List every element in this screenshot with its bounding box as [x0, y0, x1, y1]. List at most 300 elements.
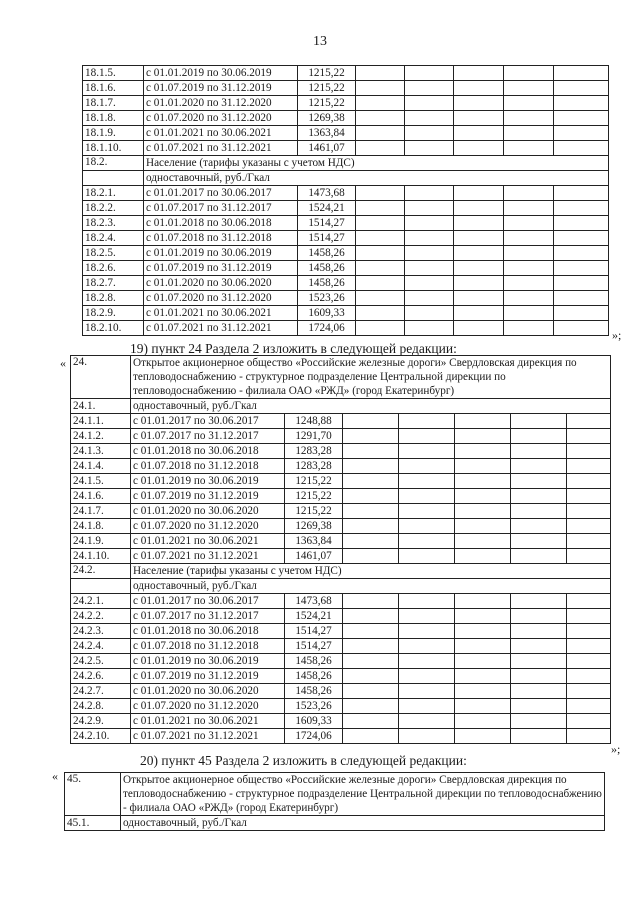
tariff-value: 1458,26 — [285, 654, 343, 669]
amendment-heading-20: 20) пункт 45 Раздела 2 изложить в следующей редакции: — [140, 753, 467, 768]
empty-cell — [567, 474, 611, 489]
empty-cell — [343, 729, 399, 744]
empty-cell — [399, 474, 455, 489]
empty-cell — [399, 654, 455, 669]
tariff-value: 1514,27 — [285, 639, 343, 654]
period-cell: с 01.07.2018 по 31.12.2018 — [131, 459, 285, 474]
row-number: 18.2. — [83, 156, 144, 171]
empty-cell — [399, 639, 455, 654]
empty-cell — [554, 141, 609, 156]
table-row — [83, 216, 609, 231]
empty-cell — [554, 246, 609, 261]
row-number: 18.2.1. — [83, 186, 144, 201]
empty-cell — [554, 201, 609, 216]
empty-cell — [454, 231, 504, 246]
empty-cell — [454, 291, 504, 306]
row-number: 18.2.5. — [83, 246, 144, 261]
empty-cell — [356, 186, 405, 201]
table-row — [83, 111, 609, 126]
empty-cell — [504, 201, 554, 216]
empty-cell — [454, 201, 504, 216]
empty-cell — [405, 246, 454, 261]
empty-cell — [567, 534, 611, 549]
empty-cell — [405, 126, 454, 141]
empty-cell — [343, 714, 399, 729]
empty-cell — [567, 714, 611, 729]
empty-cell — [511, 654, 567, 669]
table-row — [83, 141, 609, 156]
empty-cell — [504, 261, 554, 276]
empty-cell — [455, 594, 511, 609]
empty-cell — [511, 714, 567, 729]
table-row — [71, 519, 611, 534]
tariff-value: 1523,26 — [298, 291, 356, 306]
tariff-value: 1524,21 — [298, 201, 356, 216]
empty-cell — [455, 429, 511, 444]
tariff-value: 1523,26 — [285, 699, 343, 714]
empty-cell — [455, 459, 511, 474]
rows-24-2 — [71, 594, 611, 744]
empty-cell — [455, 684, 511, 699]
empty-cell — [455, 504, 511, 519]
empty-cell — [454, 276, 504, 291]
period-cell: с 01.01.2020 по 30.06.2020 — [131, 684, 285, 699]
tariff-value: 1458,26 — [285, 669, 343, 684]
tariff-value: 1363,84 — [285, 534, 343, 549]
empty-cell — [405, 96, 454, 111]
empty-cell — [399, 549, 455, 564]
empty-cell — [567, 699, 611, 714]
empty-cell — [554, 66, 609, 81]
empty-cell — [554, 276, 609, 291]
empty-cell — [511, 669, 567, 684]
empty-cell — [356, 111, 405, 126]
table-row — [71, 429, 611, 444]
empty-cell — [455, 474, 511, 489]
row-number: 24.1.2. — [71, 429, 131, 444]
empty-cell — [554, 216, 609, 231]
empty-cell — [455, 714, 511, 729]
empty-cell — [554, 81, 609, 96]
empty-cell — [405, 111, 454, 126]
empty-cell — [455, 639, 511, 654]
empty-cell — [343, 684, 399, 699]
row-number: 18.1.7. — [83, 96, 144, 111]
empty-cell — [511, 474, 567, 489]
period-cell: с 01.07.2017 по 31.12.2017 — [131, 429, 285, 444]
empty-cell — [504, 111, 554, 126]
empty-cell — [554, 231, 609, 246]
tariff-value: 1215,22 — [285, 474, 343, 489]
empty-cell — [356, 126, 405, 141]
table-row — [83, 186, 609, 201]
tariff-value: 1458,26 — [298, 261, 356, 276]
table-row — [71, 654, 611, 669]
tariff-value: 1291,70 — [285, 429, 343, 444]
unit-label: одноставочный, руб./Гкал — [131, 579, 611, 594]
empty-cell — [356, 321, 405, 336]
tariff-value: 1609,33 — [285, 714, 343, 729]
empty-cell — [343, 624, 399, 639]
empty-cell — [511, 594, 567, 609]
empty-cell — [454, 261, 504, 276]
empty-cell — [356, 141, 405, 156]
empty-cell — [554, 126, 609, 141]
tariff-value: 1514,27 — [298, 216, 356, 231]
empty-cell — [399, 504, 455, 519]
empty-cell — [405, 321, 454, 336]
empty-cell — [504, 81, 554, 96]
period-cell: с 01.01.2018 по 30.06.2018 — [144, 216, 298, 231]
empty-cell — [567, 609, 611, 624]
page-number: 13 — [313, 34, 327, 49]
row-number: 24.2.6. — [71, 669, 131, 684]
empty-cell — [455, 699, 511, 714]
table-row — [71, 474, 611, 489]
period-cell: с 01.07.2017 по 31.12.2017 — [144, 201, 298, 216]
empty-cell — [567, 519, 611, 534]
row-number: 18.1.8. — [83, 111, 144, 126]
tariff-value: 1269,38 — [298, 111, 356, 126]
empty-cell — [511, 534, 567, 549]
tariff-value: 1458,26 — [285, 684, 343, 699]
empty-cell — [405, 81, 454, 96]
tariff-value: 1724,06 — [298, 321, 356, 336]
empty-cell — [567, 489, 611, 504]
tariff-value: 1215,22 — [298, 96, 356, 111]
tariff-value: 1609,33 — [298, 306, 356, 321]
row-number: 18.1.10. — [83, 141, 144, 156]
period-cell: с 01.01.2017 по 30.06.2017 — [131, 414, 285, 429]
row-number: 24. — [71, 356, 131, 399]
row-number: 24.1.8. — [71, 519, 131, 534]
period-cell: с 01.07.2021 по 31.12.2021 — [144, 141, 298, 156]
tariff-table-45 — [64, 772, 605, 831]
empty-cell — [405, 291, 454, 306]
empty-cell — [455, 489, 511, 504]
table-row — [71, 444, 611, 459]
tariff-table-18 — [82, 65, 609, 336]
row-number: 24.1.7. — [71, 504, 131, 519]
empty-cell — [554, 186, 609, 201]
empty-cell — [567, 429, 611, 444]
opening-quote: « — [60, 356, 66, 370]
empty-cell — [567, 504, 611, 519]
row-number: 18.2.6. — [83, 261, 144, 276]
tariff-value: 1524,21 — [285, 609, 343, 624]
section-18-2-header — [83, 156, 609, 186]
period-cell: с 01.07.2019 по 31.12.2019 — [131, 669, 285, 684]
empty-cell — [356, 306, 405, 321]
empty-cell — [454, 126, 504, 141]
empty-cell — [399, 489, 455, 504]
period-cell: с 01.01.2019 по 30.06.2019 — [131, 474, 285, 489]
empty-cell — [504, 96, 554, 111]
empty-cell — [356, 231, 405, 246]
tariff-value: 1215,22 — [285, 504, 343, 519]
row-number: 24.2.9. — [71, 714, 131, 729]
empty-cell — [511, 609, 567, 624]
row-number — [83, 171, 144, 186]
table-row — [83, 96, 609, 111]
tariff-table-24 — [70, 355, 611, 744]
empty-cell — [405, 186, 454, 201]
empty-cell — [399, 444, 455, 459]
empty-cell — [511, 459, 567, 474]
row-number: 18.1.9. — [83, 126, 144, 141]
empty-cell — [343, 504, 399, 519]
row-number: 45. — [65, 773, 121, 816]
empty-cell — [567, 549, 611, 564]
row-number: 24.1.3. — [71, 444, 131, 459]
empty-cell — [343, 549, 399, 564]
empty-cell — [504, 246, 554, 261]
empty-cell — [504, 231, 554, 246]
empty-cell — [454, 96, 504, 111]
row-number: 24.1.10. — [71, 549, 131, 564]
empty-cell — [511, 729, 567, 744]
row-number: 18.1.6. — [83, 81, 144, 96]
unit-label: одноставочный, руб./Гкал — [144, 171, 609, 186]
tariff-value: 1363,84 — [298, 126, 356, 141]
empty-cell — [399, 459, 455, 474]
row-number — [71, 579, 131, 594]
period-cell: с 01.07.2018 по 31.12.2018 — [131, 639, 285, 654]
empty-cell — [405, 201, 454, 216]
table-row — [71, 714, 611, 729]
empty-cell — [356, 276, 405, 291]
empty-cell — [399, 429, 455, 444]
empty-cell — [455, 519, 511, 534]
table-row — [83, 306, 609, 321]
empty-cell — [455, 549, 511, 564]
empty-cell — [454, 216, 504, 231]
empty-cell — [511, 489, 567, 504]
period-cell: с 01.01.2019 по 30.06.2019 — [144, 66, 298, 81]
empty-cell — [567, 684, 611, 699]
period-cell: с 01.01.2020 по 30.06.2020 — [144, 276, 298, 291]
period-cell: с 01.07.2021 по 31.12.2021 — [131, 729, 285, 744]
tariff-value: 1458,26 — [298, 246, 356, 261]
empty-cell — [567, 414, 611, 429]
table-row — [71, 639, 611, 654]
empty-cell — [405, 216, 454, 231]
period-cell: с 01.07.2021 по 31.12.2021 — [144, 321, 298, 336]
empty-cell — [356, 201, 405, 216]
row-number: 18.2.3. — [83, 216, 144, 231]
empty-cell — [511, 684, 567, 699]
empty-cell — [399, 714, 455, 729]
empty-cell — [454, 81, 504, 96]
table-row — [71, 594, 611, 609]
empty-cell — [567, 654, 611, 669]
empty-cell — [356, 66, 405, 81]
unit-label: одноставочный, руб./Гкал — [131, 399, 611, 414]
period-cell: с 01.07.2019 по 31.12.2019 — [131, 489, 285, 504]
empty-cell — [455, 669, 511, 684]
table-row — [83, 66, 609, 81]
empty-cell — [567, 459, 611, 474]
empty-cell — [405, 276, 454, 291]
period-cell: с 01.01.2020 по 31.12.2020 — [144, 96, 298, 111]
rows-24-1 — [71, 414, 611, 564]
row-number: 18.1.5. — [83, 66, 144, 81]
period-cell: с 01.01.2018 по 30.06.2018 — [131, 444, 285, 459]
empty-cell — [567, 639, 611, 654]
row-number: 18.2.8. — [83, 291, 144, 306]
table-row — [83, 291, 609, 306]
organization-name: Открытое акционерное общество «Российские железные дороги» Свердловская дирекция по тепловодоснабжению - структурное подразделение Центральной дирекции по тепловодоснабжению - филиала ОАО «РЖД» (город Екатеринбург) — [131, 356, 611, 399]
empty-cell — [343, 654, 399, 669]
empty-cell — [343, 459, 399, 474]
empty-cell — [343, 699, 399, 714]
empty-cell — [405, 231, 454, 246]
empty-cell — [455, 444, 511, 459]
empty-cell — [567, 444, 611, 459]
table-row — [71, 609, 611, 624]
period-cell: с 01.07.2020 по 31.12.2020 — [131, 519, 285, 534]
empty-cell — [504, 291, 554, 306]
row-number: 24.2.3. — [71, 624, 131, 639]
tariff-value: 1215,22 — [298, 66, 356, 81]
tariff-value: 1461,07 — [285, 549, 343, 564]
table-row — [71, 624, 611, 639]
empty-cell — [511, 639, 567, 654]
closing-quote: »; — [611, 742, 621, 756]
table-row — [71, 549, 611, 564]
period-cell: с 01.01.2021 по 30.06.2021 — [131, 534, 285, 549]
empty-cell — [511, 624, 567, 639]
table-row — [83, 201, 609, 216]
row-number: 18.2.9. — [83, 306, 144, 321]
empty-cell — [454, 246, 504, 261]
period-cell: с 01.01.2021 по 30.06.2021 — [144, 126, 298, 141]
period-cell: с 01.07.2020 по 31.12.2020 — [131, 699, 285, 714]
period-cell: с 01.01.2019 по 30.06.2019 — [131, 654, 285, 669]
organization-name: Открытое акционерное общество «Российские железные дороги» Свердловская дирекция по тепловодоснабжению - структурное подразделение Центральной дирекции по тепловодоснабжению - филиала ОАО «РЖД» (город Екатеринбург) — [121, 773, 605, 816]
empty-cell — [343, 474, 399, 489]
empty-cell — [567, 594, 611, 609]
table-row — [83, 261, 609, 276]
period-cell: с 01.07.2019 по 31.12.2019 — [144, 261, 298, 276]
tariff-value: 1283,28 — [285, 444, 343, 459]
closing-quote: »; — [612, 328, 622, 342]
table-row — [71, 684, 611, 699]
rows-18-1 — [83, 66, 609, 156]
row-number: 24.2.5. — [71, 654, 131, 669]
empty-cell — [399, 414, 455, 429]
tariff-value: 1269,38 — [285, 519, 343, 534]
empty-cell — [554, 291, 609, 306]
table-row — [71, 504, 611, 519]
empty-cell — [405, 306, 454, 321]
opening-quote: « — [52, 769, 58, 783]
empty-cell — [356, 81, 405, 96]
table-row — [83, 81, 609, 96]
empty-cell — [511, 504, 567, 519]
period-cell: с 01.01.2019 по 30.06.2019 — [144, 246, 298, 261]
group-title: Население (тарифы указаны с учетом НДС) — [144, 156, 609, 171]
table-row — [83, 126, 609, 141]
empty-cell — [504, 306, 554, 321]
period-cell: с 01.01.2017 по 30.06.2017 — [131, 594, 285, 609]
empty-cell — [454, 141, 504, 156]
row-number: 24.2. — [71, 564, 131, 579]
empty-cell — [554, 96, 609, 111]
empty-cell — [343, 609, 399, 624]
empty-cell — [511, 549, 567, 564]
row-number: 24.2.8. — [71, 699, 131, 714]
table-row — [71, 729, 611, 744]
empty-cell — [356, 216, 405, 231]
period-cell: с 01.07.2018 по 31.12.2018 — [144, 231, 298, 246]
period-cell: с 01.01.2018 по 30.06.2018 — [131, 624, 285, 639]
table-row — [83, 231, 609, 246]
empty-cell — [399, 684, 455, 699]
empty-cell — [343, 534, 399, 549]
rows-18-2 — [83, 186, 609, 336]
empty-cell — [343, 489, 399, 504]
table-row — [83, 321, 609, 336]
period-cell: с 01.07.2021 по 31.12.2021 — [131, 549, 285, 564]
tariff-value: 1473,68 — [285, 594, 343, 609]
empty-cell — [343, 444, 399, 459]
table-row — [71, 699, 611, 714]
empty-cell — [343, 429, 399, 444]
period-cell: с 01.07.2019 по 31.12.2019 — [144, 81, 298, 96]
row-number: 24.2.2. — [71, 609, 131, 624]
empty-cell — [504, 141, 554, 156]
empty-cell — [567, 729, 611, 744]
row-number: 45.1. — [65, 816, 121, 831]
empty-cell — [399, 699, 455, 714]
row-number: 18.2.4. — [83, 231, 144, 246]
empty-cell — [399, 534, 455, 549]
table-row — [71, 669, 611, 684]
tariff-value: 1514,27 — [285, 624, 343, 639]
empty-cell — [399, 669, 455, 684]
row-number: 24.1. — [71, 399, 131, 414]
row-number: 24.2.4. — [71, 639, 131, 654]
empty-cell — [399, 609, 455, 624]
period-cell: с 01.01.2021 по 30.06.2021 — [144, 306, 298, 321]
tariff-value: 1473,68 — [298, 186, 356, 201]
empty-cell — [356, 246, 405, 261]
tariff-value: 1724,06 — [285, 729, 343, 744]
empty-cell — [554, 111, 609, 126]
empty-cell — [454, 186, 504, 201]
empty-cell — [455, 729, 511, 744]
row-number: 18.2.10. — [83, 321, 144, 336]
empty-cell — [511, 429, 567, 444]
empty-cell — [554, 306, 609, 321]
section-24-2-header — [71, 564, 611, 594]
empty-cell — [356, 96, 405, 111]
empty-cell — [356, 261, 405, 276]
empty-cell — [405, 66, 454, 81]
row-number: 24.1.6. — [71, 489, 131, 504]
row-number: 24.1.1. — [71, 414, 131, 429]
period-cell: с 01.07.2020 по 31.12.2020 — [144, 111, 298, 126]
empty-cell — [454, 66, 504, 81]
empty-cell — [399, 729, 455, 744]
empty-cell — [399, 624, 455, 639]
empty-cell — [554, 321, 609, 336]
amendment-heading-19: 19) пункт 24 Раздела 2 изложить в следующей редакции: — [130, 341, 457, 356]
row-number: 18.2.7. — [83, 276, 144, 291]
period-cell: с 01.07.2017 по 31.12.2017 — [131, 609, 285, 624]
empty-cell — [399, 519, 455, 534]
